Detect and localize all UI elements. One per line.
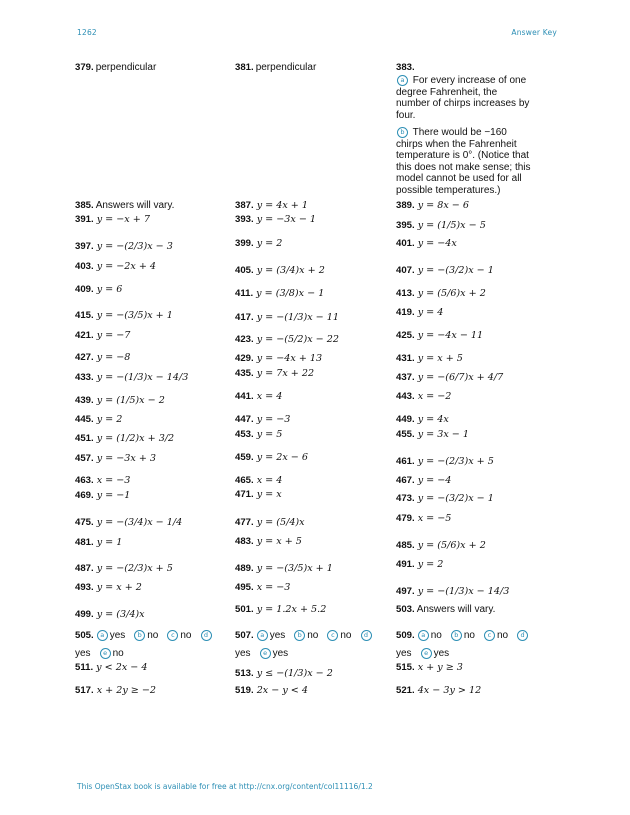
- option-a-marker: a: [418, 630, 429, 641]
- footer-license: This OpenStax book is available for free at http://cnx.org/content/col11116/1.2: [77, 782, 373, 791]
- option-d-marker: d: [517, 630, 528, 641]
- answer-value: y ≤ −(1/3)x − 2: [256, 668, 333, 679]
- answer-number: 469.: [75, 490, 94, 501]
- option-value: yes: [433, 648, 450, 659]
- answer-item: [396, 586, 509, 598]
- option-b-marker: b: [134, 630, 145, 641]
- answer-item: [75, 241, 173, 253]
- answer-number: 519.: [235, 685, 254, 696]
- answer-item: [396, 513, 451, 525]
- answer-value: y = −7: [96, 330, 131, 341]
- answer-number: 479.: [396, 513, 415, 524]
- answer-value: y = (1/5)x − 5: [417, 220, 486, 231]
- answer-value: perpendicular: [95, 62, 157, 73]
- option-value: no: [340, 630, 352, 641]
- answer-number: 421.: [75, 330, 94, 341]
- answer-value: y = −4x: [417, 238, 457, 249]
- answer-item: [396, 307, 443, 319]
- answer-item: [75, 685, 156, 697]
- answer-item: [235, 489, 282, 501]
- answer-item: [396, 238, 457, 250]
- answer-value: x = −3: [96, 475, 131, 486]
- option-c-marker: c: [484, 630, 495, 641]
- answer-number: 501.: [235, 604, 254, 615]
- option-value: yes: [396, 648, 412, 659]
- answer-value: x = −3: [256, 582, 291, 593]
- answer-value: y = 1: [96, 537, 123, 548]
- option-e-marker: e: [421, 648, 432, 659]
- answer-item: [235, 238, 282, 250]
- answer-item: [396, 330, 483, 342]
- answer-item: [396, 372, 503, 384]
- answer-number: 511.: [75, 662, 94, 673]
- option-value: no: [430, 630, 442, 641]
- option-value: yes: [75, 648, 91, 659]
- answer-item: [75, 310, 173, 322]
- answer-383-part-a: [396, 75, 531, 121]
- answer-item: [396, 559, 443, 571]
- answer-item: [75, 582, 142, 594]
- answer-number: 487.: [75, 563, 94, 574]
- answer-value: y = x + 5: [256, 536, 302, 547]
- answer-value: y < 2x − 4: [96, 662, 148, 673]
- answer-number: 517.: [75, 685, 94, 696]
- answer-item: [235, 630, 374, 642]
- answer-number: 417.: [235, 312, 254, 323]
- answer-number: 503.: [396, 604, 415, 615]
- answer-number: 433.: [75, 372, 94, 383]
- answer-value: y = 4x + 1: [256, 200, 309, 211]
- answer-number: 379.: [75, 62, 94, 73]
- answer-number: 387.: [235, 200, 254, 211]
- answer-383-part-b: [396, 127, 531, 197]
- answer-value: perpendicular: [255, 62, 317, 73]
- answer-value: y = −(5/2)x − 22: [256, 334, 339, 345]
- answer-item: [396, 630, 530, 642]
- answer-item: [235, 334, 339, 346]
- option-b-marker: b: [397, 127, 408, 138]
- answer-value: y = 2: [96, 414, 123, 425]
- answer-item: [396, 540, 486, 552]
- answer-value: y = −(3/2)x − 1: [417, 493, 494, 504]
- answer-number: 481.: [75, 537, 94, 548]
- answer-value: x = −2: [417, 391, 452, 402]
- answer-number: 507.: [235, 630, 254, 641]
- answer-value: y = 4: [417, 307, 444, 318]
- answer-item: [235, 536, 302, 548]
- answer-number: 385.: [75, 200, 94, 211]
- answer-number: 391.: [75, 214, 94, 225]
- answer-item: [75, 352, 130, 364]
- answer-number: 477.: [235, 517, 254, 528]
- answer-value: y = (5/4)x: [256, 517, 305, 528]
- answer-number: 393.: [235, 214, 254, 225]
- answer-item: [235, 668, 333, 680]
- answer-value: 4x − 3y > 12: [417, 685, 482, 696]
- answer-item: [235, 563, 333, 575]
- answer-number: 423.: [235, 334, 254, 345]
- answer-number: 445.: [75, 414, 94, 425]
- answer-value: y = −(1/3)x − 14/3: [96, 372, 189, 383]
- answer-item: [75, 609, 145, 621]
- answer-item: [75, 490, 130, 502]
- answer-value: x = −5: [417, 513, 452, 524]
- answer-item: [75, 453, 156, 465]
- answer-value: y = (3/8)x − 1: [256, 288, 325, 299]
- answer-number: 399.: [235, 238, 254, 249]
- option-a-marker: a: [397, 75, 408, 86]
- option-value: no: [112, 648, 124, 659]
- answer-value: y = −4x + 13: [256, 353, 323, 364]
- answer-number: 449.: [396, 414, 415, 425]
- answer-item: [75, 284, 122, 296]
- answer-value: y = −4x − 11: [417, 330, 484, 341]
- answer-value: 2x − y < 4: [256, 685, 309, 696]
- answer-value: y = −(2/3)x + 5: [417, 456, 494, 467]
- answer-item: [75, 662, 147, 674]
- answer-number: 509.: [396, 630, 415, 641]
- answer-value: Answers will vary.: [95, 200, 175, 211]
- answer-number: 451.: [75, 433, 94, 444]
- answer-item: [235, 62, 316, 74]
- answer-value: y = 7x + 22: [256, 368, 315, 379]
- option-value: yes: [269, 630, 286, 641]
- answer-value: y = −(1/3)x − 11: [256, 312, 339, 323]
- answer-number: 441.: [235, 391, 254, 402]
- answer-number: 453.: [235, 429, 254, 440]
- answer-item: [396, 288, 486, 300]
- option-value: no: [496, 630, 509, 641]
- answer-number: 435.: [235, 368, 254, 379]
- answer-number: 513.: [235, 668, 254, 679]
- answer-number: 411.: [235, 288, 254, 299]
- option-value: yes: [272, 648, 289, 659]
- answer-number: 381.: [235, 62, 254, 73]
- answer-value: y = (5/6)x + 2: [417, 540, 486, 551]
- section-title: Answer Key: [511, 28, 557, 37]
- answer-value: y = x + 2: [96, 582, 142, 593]
- answer-item: [235, 265, 325, 277]
- option-d-marker: d: [361, 630, 372, 641]
- answer-item: [235, 648, 296, 660]
- answer-item: [396, 220, 486, 232]
- option-value: no: [180, 630, 192, 641]
- answer-number: 457.: [75, 453, 94, 464]
- answer-number: 403.: [75, 261, 94, 272]
- answer-value: y = −(3/2)x − 1: [417, 265, 494, 276]
- option-c-marker: c: [327, 630, 338, 641]
- answer-number: 521.: [396, 685, 415, 696]
- answer-item: [235, 414, 290, 426]
- answer-item: [235, 391, 282, 403]
- answer-item: [396, 456, 494, 468]
- answer-value: y = −2x + 4: [96, 261, 157, 272]
- answer-number: 493.: [75, 582, 94, 593]
- answer-value: y = 1.2x + 5.2: [256, 604, 327, 615]
- answer-number: 499.: [75, 609, 94, 620]
- answer-number: 505.: [75, 630, 94, 641]
- option-a-marker: a: [257, 630, 268, 641]
- answer-item: [235, 368, 314, 380]
- answer-number: 463.: [75, 475, 94, 486]
- answer-number: 405.: [235, 265, 254, 276]
- answer-item: [75, 214, 150, 226]
- answer-number: 455.: [396, 429, 415, 440]
- answer-item: [396, 391, 451, 403]
- answer-item: [396, 604, 495, 616]
- answer-item: [75, 261, 156, 273]
- answer-item: [396, 429, 469, 441]
- answer-value: y = 2x − 6: [256, 452, 309, 463]
- answer-item: [235, 475, 282, 487]
- answer-number: 485.: [396, 540, 415, 551]
- answer-value: y = x + 5: [417, 353, 463, 364]
- answer-number: 459.: [235, 452, 254, 463]
- answer-item: [235, 452, 308, 464]
- option-e-marker: e: [260, 648, 271, 659]
- answer-383-a-text: For every increase of one degree Fahrenheit, the number of chirps increases by four.: [396, 75, 530, 121]
- answer-item: [75, 433, 174, 445]
- answer-value: y = −3x − 1: [256, 214, 317, 225]
- answer-item: [235, 200, 308, 212]
- answer-383-b-text: There would be −160 chirps when the Fahrenheit temperature is 0°. (Notice that this does not make sense; this model cannot be used for all possible temperatures.): [396, 127, 531, 196]
- option-value: no: [307, 630, 319, 641]
- answer-value: x + 2y ≥ −2: [96, 685, 157, 696]
- answer-item: [75, 372, 188, 384]
- option-d-marker: d: [201, 630, 212, 641]
- option-value: yes: [109, 630, 126, 641]
- answer-value: y = −3: [256, 414, 291, 425]
- answer-number: 425.: [396, 330, 415, 341]
- answer-value: y = (1/5)x − 2: [96, 395, 165, 406]
- answer-item: [235, 312, 339, 324]
- answer-value: y = x: [256, 489, 282, 500]
- answer-value: y = (5/6)x + 2: [417, 288, 486, 299]
- answer-value: y = −8: [96, 352, 131, 363]
- answer-number: 429.: [235, 353, 254, 364]
- answer-number: 475.: [75, 517, 94, 528]
- answer-value: y = −(3/4)x − 1/4: [96, 517, 183, 528]
- answer-number: 473.: [396, 493, 415, 504]
- answer-item: [396, 265, 494, 277]
- answer-number: 483.: [235, 536, 254, 547]
- option-value: yes: [235, 648, 251, 659]
- answer-number: 407.: [396, 265, 415, 276]
- answer-number: 443.: [396, 391, 415, 402]
- answer-item: [396, 62, 415, 74]
- answer-number: 495.: [235, 582, 254, 593]
- answer-item: [235, 604, 326, 616]
- answer-number: 415.: [75, 310, 94, 321]
- answer-item: [396, 493, 494, 505]
- option-e-marker: e: [100, 648, 111, 659]
- answer-item: [75, 630, 214, 642]
- answer-item: [235, 685, 308, 697]
- answer-value: y = −(3/5)x + 1: [96, 310, 173, 321]
- answer-number: 515.: [396, 662, 415, 673]
- answer-number: 431.: [396, 353, 415, 364]
- answer-value: y = 5: [256, 429, 283, 440]
- answer-number: 397.: [75, 241, 94, 252]
- answer-value: y = (3/4)x + 2: [256, 265, 325, 276]
- answer-number: 427.: [75, 352, 94, 363]
- answer-value: y = (1/2)x + 3/2: [96, 433, 175, 444]
- option-b-marker: b: [451, 630, 462, 641]
- answer-value: y = 8x − 6: [417, 200, 470, 211]
- answer-value: y = −(1/3)x − 14/3: [417, 586, 510, 597]
- answer-number: 489.: [235, 563, 254, 574]
- answer-item: [235, 214, 316, 226]
- option-value: no: [147, 630, 159, 641]
- answer-item: [396, 662, 463, 674]
- answer-number: 395.: [396, 220, 415, 231]
- answer-number: 447.: [235, 414, 254, 425]
- answer-item: [396, 475, 451, 487]
- answer-number: 413.: [396, 288, 415, 299]
- answer-item: [75, 648, 132, 660]
- answer-value: y = (3/4)x: [96, 609, 145, 620]
- answer-number: 491.: [396, 559, 415, 570]
- answer-value: Answers will vary.: [416, 604, 496, 615]
- answer-item: [75, 330, 130, 342]
- answer-number: 389.: [396, 200, 415, 211]
- answer-item: [75, 200, 174, 212]
- option-b-marker: b: [294, 630, 305, 641]
- answer-item: [75, 395, 165, 407]
- answer-number: 439.: [75, 395, 94, 406]
- answer-number: 467.: [396, 475, 415, 486]
- answer-value: y = 2: [417, 559, 444, 570]
- option-c-marker: c: [167, 630, 178, 641]
- answer-number: 419.: [396, 307, 415, 318]
- answer-value: x + y ≥ 3: [417, 662, 463, 673]
- answer-item: [396, 648, 457, 660]
- answer-value: y = 4x: [417, 414, 449, 425]
- answer-value: x = 4: [256, 391, 283, 402]
- answer-item: [75, 537, 122, 549]
- answer-value: y = −3x + 3: [96, 453, 157, 464]
- answer-value: y = −(3/5)x + 1: [256, 563, 333, 574]
- answer-number: 471.: [235, 489, 254, 500]
- answer-item: [235, 429, 282, 441]
- answer-item: [396, 353, 463, 365]
- answer-number: 409.: [75, 284, 94, 295]
- answer-item: [75, 475, 130, 487]
- answer-value: y = 6: [96, 284, 123, 295]
- answer-value: x = 4: [256, 475, 283, 486]
- answer-item: [396, 414, 449, 426]
- answer-item: [235, 517, 305, 529]
- answer-item: [396, 200, 469, 212]
- answer-item: [235, 582, 290, 594]
- answer-value: y = 3x − 1: [417, 429, 470, 440]
- answer-value: y = −(6/7)x + 4/7: [417, 372, 504, 383]
- answer-number: 383.: [396, 62, 415, 73]
- answer-item: [75, 414, 122, 426]
- answer-number: 437.: [396, 372, 415, 383]
- option-value: no: [463, 630, 475, 641]
- answer-value: y = −(2/3)x + 5: [96, 563, 173, 574]
- answer-value: y = 2: [256, 238, 283, 249]
- answer-value: y = −x + 7: [96, 214, 150, 225]
- answer-number: 401.: [396, 238, 415, 249]
- answer-number: 465.: [235, 475, 254, 486]
- page-number: 1262: [77, 28, 97, 37]
- answer-item: [75, 62, 156, 74]
- option-a-marker: a: [97, 630, 108, 641]
- answer-value: y = −4: [417, 475, 452, 486]
- answer-item: [75, 517, 182, 529]
- answer-number: 497.: [396, 586, 415, 597]
- answer-item: [75, 563, 173, 575]
- answer-item: [235, 288, 324, 300]
- answer-value: y = −(2/3)x − 3: [96, 241, 173, 252]
- answer-value: y = −1: [96, 490, 131, 501]
- answer-number: 461.: [396, 456, 415, 467]
- answer-item: [235, 353, 322, 365]
- answer-item: [396, 685, 481, 697]
